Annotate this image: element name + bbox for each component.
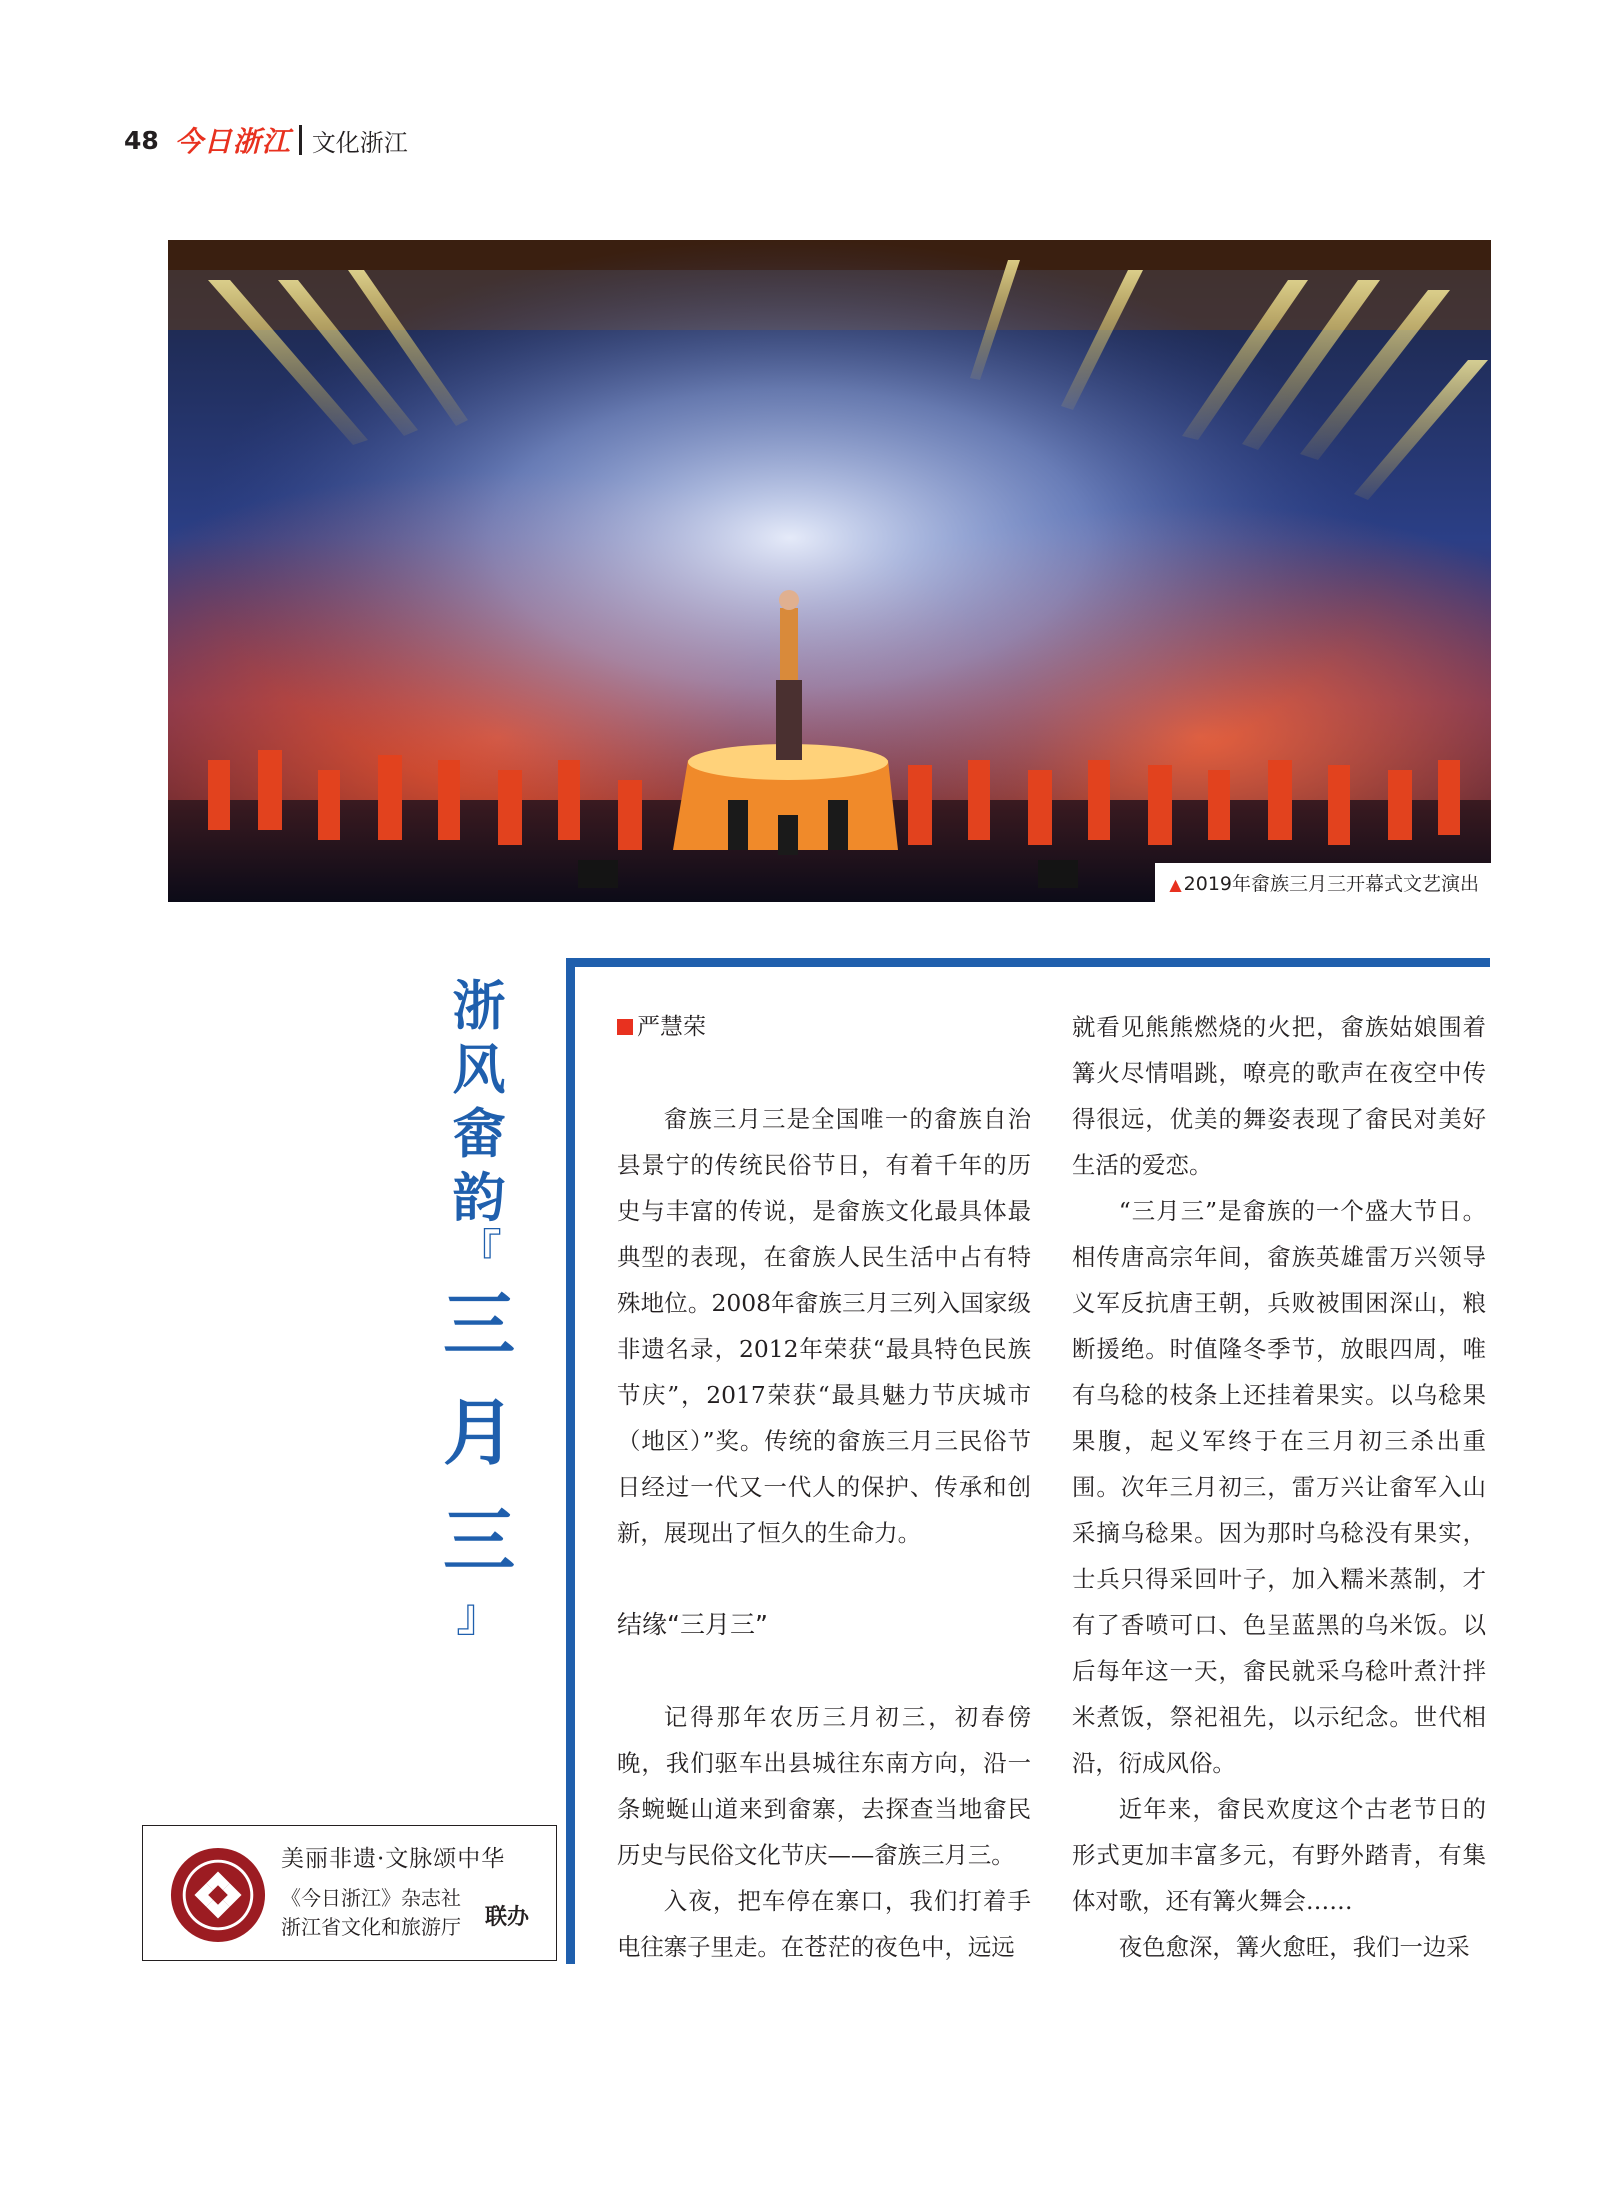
title-quote-close: 』 <box>456 1588 502 1642</box>
caption-text: 2019年畲族三月三开幕式文艺演出 <box>1183 873 1479 895</box>
joint-label: 联办 <box>485 1905 530 1930</box>
paragraph: 畲族三月三是全国唯一的畲族自治县景宁的传统民俗节日，有着千年的历史与丰富的传说，是畲族文化最具体最典型的表现，在畲族人民生活中占有特殊地位。2008年畲族三月三列入国家级非遗名录，2012年荣获“最具特色民族节庆”，2017荣获“最具魅力节庆城市（地区）”奖。传统的畲族三月三民俗节日经过一代又一代人的保护、传承和创新，展现出了恒久的生命力。 <box>617 1105 1031 1547</box>
author-byline <box>617 1004 1031 1050</box>
organizer-1: 《今日浙江》杂志社 <box>281 1886 461 1910</box>
page-header <box>124 122 408 158</box>
paragraph: 近年来，畲民欢度这个古老节日的形式更加丰富多元，有野外踏青，有集体对歌，还有篝火舞会…… <box>1072 1795 1486 1915</box>
title-big-char: 三 <box>443 1283 516 1367</box>
organizers <box>281 1884 461 1942</box>
sponsor-box <box>142 1825 557 1961</box>
header-divider <box>299 125 302 155</box>
organizer-2: 浙江省文化和旅游厅 <box>281 1915 461 1939</box>
slogan: 美丽非遗·文脉颂中华 <box>281 1846 506 1872</box>
page-number: 48 <box>124 125 159 155</box>
photo-caption <box>1155 863 1491 902</box>
frame-top-bar <box>566 958 1490 967</box>
caption-triangle-icon: ▲ <box>1169 875 1182 894</box>
title-quote-open: 『 <box>456 1224 502 1278</box>
paragraph: 夜色愈深，篝火愈旺，我们一边采 <box>1118 1933 1470 1961</box>
title-char: 畲 <box>452 1104 506 1165</box>
magazine-logo: 今日浙江 <box>174 125 291 158</box>
article-column-2 <box>1072 1004 1486 1970</box>
title-char: 风 <box>452 1040 506 1101</box>
paragraph: 入夜，把车停在寨口，我们打着手电往寨子里走。在苍茫的夜色中，远远 <box>617 1887 1031 1961</box>
subheading: 结缘“三月三” <box>617 1610 768 1639</box>
stage-performance-photo <box>168 240 1491 902</box>
title-char: 韵 <box>452 1168 506 1229</box>
intangible-heritage-seal-icon <box>169 1846 267 1944</box>
section-name: 文化浙江 <box>311 128 408 157</box>
title-big-char: 三 <box>443 1499 516 1583</box>
stage-illustration <box>168 240 1491 902</box>
title-big-char: 月 <box>443 1391 516 1475</box>
article-column-1 <box>617 1004 1031 1970</box>
author-name: 严慧荣 <box>637 1014 706 1040</box>
frame-left-bar <box>566 958 575 1964</box>
paragraph: 记得那年农历三月初三，初春傍晚，我们驱车出县城往东南方向，沿一条蜿蜒山道来到畲寨，去探查当地畲民历史与民俗文化节庆——畲族三月三。 <box>617 1703 1031 1869</box>
red-square-icon <box>617 1019 633 1035</box>
article-title <box>443 975 516 1642</box>
paragraph: “三月三”是畲族的一个盛大节日。相传唐高宗年间，畲族英雄雷万兴领导义军反抗唐王朝，兵败被围困深山，粮断援绝。时值隆冬季节，放眼四周，唯有乌稔的枝条上还挂着果实。以乌稔果果腹，起义军终于在三月初三杀出重围。次年三月初三，雷万兴让畲军入山采摘乌稔果。因为那时乌稔没有果实，士兵只得采回叶子，加入糯米蒸制，才有了香喷可口、色呈蓝黑的乌米饭。以后每年这一天，畲民就采乌稔叶煮汁拌米煮饭，祭祀祖先，以示纪念。世代相沿，衍成风俗。 <box>1072 1197 1486 1777</box>
paragraph: 就看见熊熊燃烧的火把，畲族姑娘围着篝火尽情唱跳，嘹亮的歌声在夜空中传得很远，优美的舞姿表现了畲民对美好生活的爱恋。 <box>1072 1013 1486 1179</box>
title-char: 浙 <box>452 976 506 1037</box>
